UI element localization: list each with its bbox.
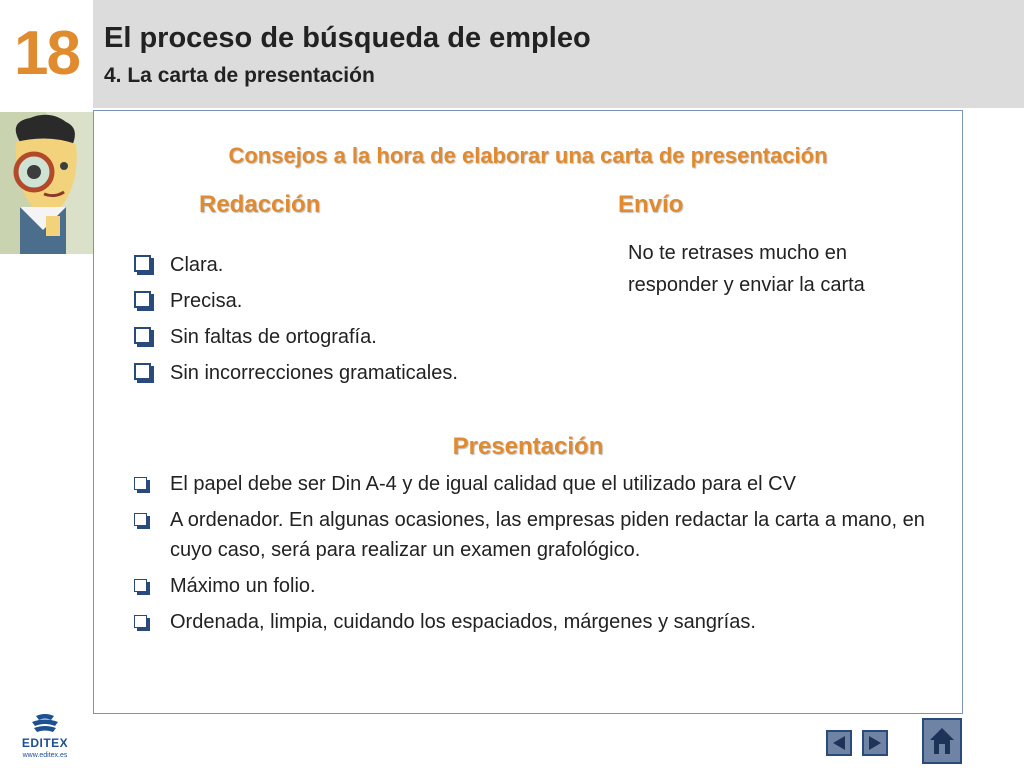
panel-heading: Consejos a la hora de elaborar una carta de presentación — [228, 143, 828, 168]
envio-heading: Envío — [618, 191, 684, 218]
next-slide-button[interactable] — [862, 730, 888, 756]
chapter-number-box — [0, 0, 93, 108]
editex-logo — [14, 712, 76, 762]
presentacion-heading: Presentación — [452, 433, 604, 460]
list-item — [130, 571, 940, 601]
presentacion-list — [130, 469, 940, 643]
editex-url: www.editex.es — [22, 752, 68, 759]
list-item-text: Máximo un folio. — [170, 575, 316, 597]
list-item-text: Clara. — [170, 254, 224, 276]
redaccion-list — [130, 247, 570, 391]
list-item — [130, 319, 570, 355]
chapter-number: 18 — [14, 19, 79, 88]
checkbox-bullet-icon — [134, 615, 147, 628]
list-item-text: Sin incorrecciones gramaticales. — [170, 362, 458, 384]
checkbox-bullet-icon — [134, 579, 147, 592]
triangle-right-icon — [867, 735, 883, 751]
house-icon — [928, 726, 956, 756]
checkbox-bullet-icon — [134, 477, 147, 490]
content-panel — [93, 110, 963, 714]
page-subtitle: 4. La carta de presentación — [104, 64, 375, 87]
editex-logo-mark-icon — [14, 712, 76, 736]
redaccion-heading: Redacción — [199, 191, 321, 218]
checkbox-bullet-icon — [134, 363, 151, 380]
previous-slide-button[interactable] — [826, 730, 852, 756]
list-item — [130, 283, 570, 319]
list-item-text: Precisa. — [170, 290, 243, 312]
envio-text: No te retrases mucho en responder y enviar la carta — [628, 242, 865, 296]
list-item — [130, 505, 940, 565]
home-button[interactable] — [922, 718, 962, 764]
list-item-text: A ordenador. En algunas ocasiones, las empresas piden redactar la carta a mano, en cuyo caso, será para realizar un examen grafológico. — [170, 509, 925, 561]
list-item-text: Ordenada, limpia, cuidando los espaciados, márgenes y sangrías. — [170, 611, 756, 633]
man-with-magnifier-illustration — [0, 112, 93, 254]
checkbox-bullet-icon — [134, 513, 147, 526]
triangle-left-icon — [831, 735, 847, 751]
list-item — [130, 247, 570, 283]
list-item-text: El papel debe ser Din A-4 y de igual calidad que el utilizado para el CV — [170, 473, 796, 495]
editex-brand: EDITEX — [21, 736, 69, 750]
checkbox-bullet-icon — [134, 327, 151, 344]
checkbox-bullet-icon — [134, 291, 151, 308]
checkbox-bullet-icon — [134, 255, 151, 272]
list-item — [130, 355, 570, 391]
list-item — [130, 607, 940, 637]
page-title: El proceso de búsqueda de empleo — [104, 22, 591, 54]
list-item-text: Sin faltas de ortografía. — [170, 326, 377, 348]
list-item — [130, 469, 940, 499]
